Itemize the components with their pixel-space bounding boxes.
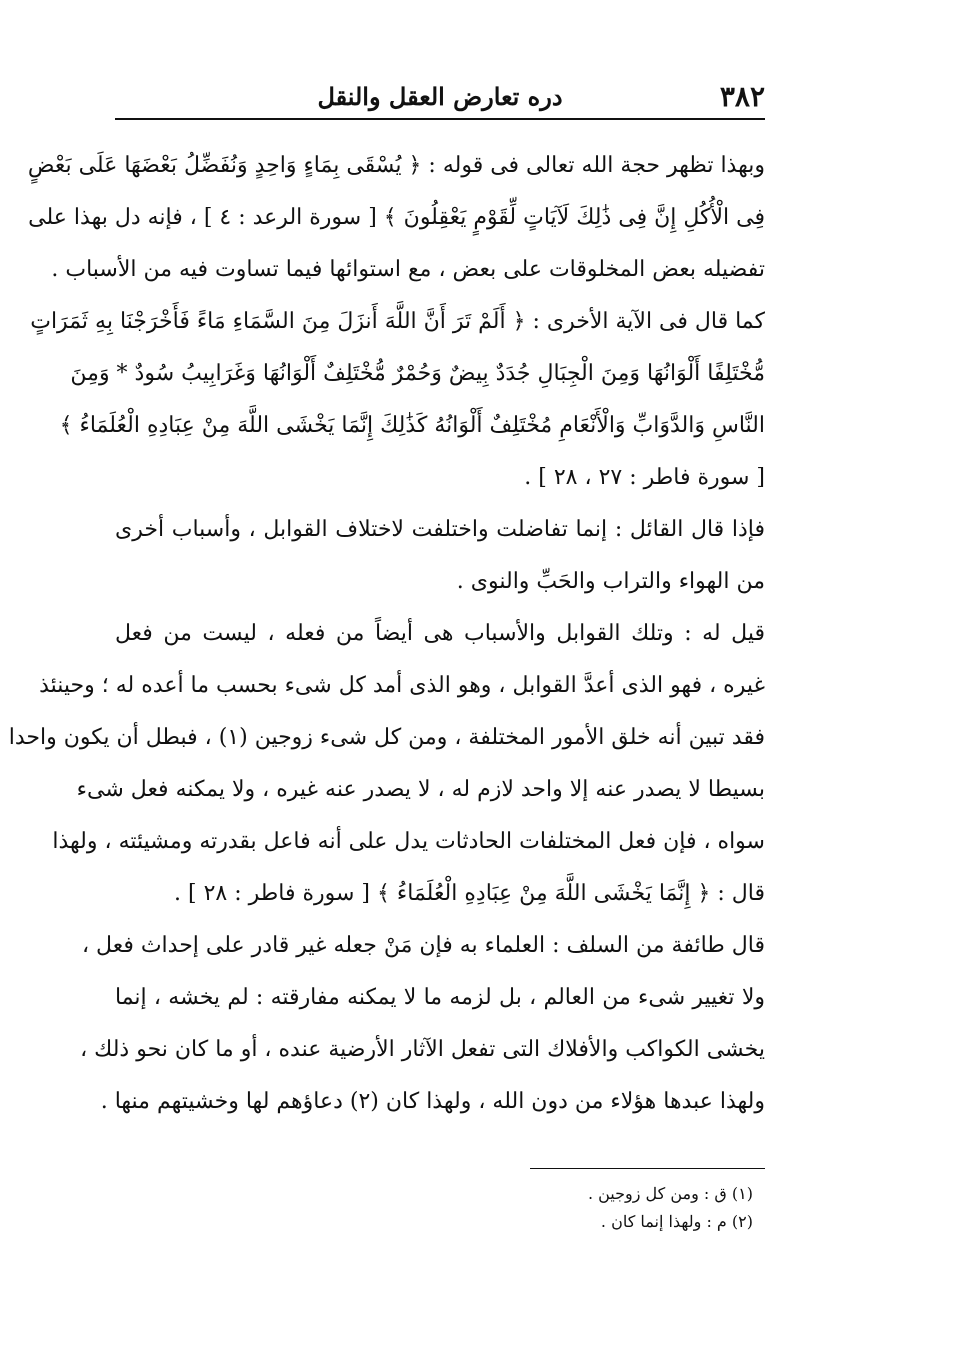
text-line: تفضيله بعض المخلوقات على بعض ، مع استوائها فيما تساوت فيه من الأسباب . [51,257,765,282]
text-line: وبهذا تظهر حجة الله تعالى فى قوله : ﴿ يُسْقَى بِمَاءٍ وَاحِدٍ وَنُفَضِّلُ بَعْضَهَا عَلَى بَعْضٍ [27,153,765,178]
text-line: بسيطا لا يصدر عنه إلا واحد لازم له ، لا يصدر عنه غيره ، ولا يمكنه فعل شىء [76,777,765,802]
text-line: قال طائفة من السلف : العلماء به فإن مَنْ جعله غير قادر على إحداث فعل ، [81,933,765,958]
text-line: ولا تغيير شىء من العالم ، بل لزمه ما لا يمكنه مفارقته : لم يخشه ، إنما [115,985,765,1010]
text-line: فإذا قال القائل : إنما تفاضلت واختلفت لاختلاف القوابل ، وأسباب أخرى [115,517,765,542]
header-rule [115,118,765,120]
text-line: ولهذا عبدها هؤلاء من دون الله ، ولهذا كان (٢) دعاؤهم لها وخشيتهم منها . [100,1089,765,1114]
text-line: فِى الْأُكُلِ إِنَّ فِى ذَٰلِكَ لَآيَاتٍ لِّقَوْمٍ يَعْقِلُونَ ﴾ [ سورة الرعد : ٤ ] ، فإنه دل بهذا على [28,205,765,230]
footnote-rule [530,1168,765,1169]
text-line: كما قال فى الآية الأخرى : ﴿ أَلَمْ تَرَ أَنَّ اللَّهَ أَنزَلَ مِنَ السَّمَاءِ مَاءً فَأَخْرَجْنَا بِهِ ثَمَرَاتٍ [30,309,765,334]
text-line: من الهواء والتراب والحَبِّ والنوى . [456,569,765,594]
text-line: قيل له : وتلك القوابل والأسباب هى أيضاً من فعله ، ليست من فعل [115,621,765,646]
text-line: فقد تبين أنه خلق الأمور المختلفة ، ومن كل شىء زوجين (١) ، فبطل أن يكون واحدا [8,725,765,750]
running-title: دره تعارض العقل والنقل [317,82,563,111]
footnote: (٢) م : ولهذا إنما كان . [600,1212,753,1231]
footnotes [115,1180,765,1236]
text-line: سواه ، فإن فعل المختلفات الحادثات يدل على أنه فاعل بقدرته ومشيئته ، ولهذا [52,829,765,854]
text-line: مُّخْتَلِفًا أَلْوَانُهَا وَمِنَ الْجِبَالِ جُدَدٌ بِيضٌ وَحُمْرٌ مُّخْتَلِفٌ أَلْوَانُهَا وَغَرَابِيبُ سُودٌ * وَمِنَ [70,361,765,386]
page-body [8,140,765,1128]
text-line: قال : ﴿ إِنَّمَا يَخْشَى اللَّهَ مِنْ عِبَادِهِ الْعُلَمَاءُ ﴾ [ سورة فاطر : ٢٨ ] . [174,881,765,906]
page-number: ٣٨٢ [719,80,765,113]
page-header [115,74,765,118]
text-line: [ سورة فاطر : ٢٧ ، ٢٨ ] . [524,465,765,490]
text-line: النَّاسِ وَالدَّوَابِّ وَالْأَنْعَامِ مُخْتَلِفٌ أَلْوَانُهُ كَذَٰلِكَ إِنَّمَا يَخْشَى اللَّهَ مِنْ عِبَادِهِ الْعُلَمَاءُ ﴾ [59,413,765,438]
text-line: يخشى الكواكب والأفلاك التى تفعل الآثار الأرضية عنده ، أو ما كان نحو ذلك ، [80,1037,765,1062]
text-line: غيره ، فهو الذى أعدَّ القوابل ، وهو الذى أمد كل شىء بحسب ما أعده له ؛ وحينئذ [39,673,765,698]
footnote: (١) ق : ومن كل زوجين . [587,1184,753,1203]
